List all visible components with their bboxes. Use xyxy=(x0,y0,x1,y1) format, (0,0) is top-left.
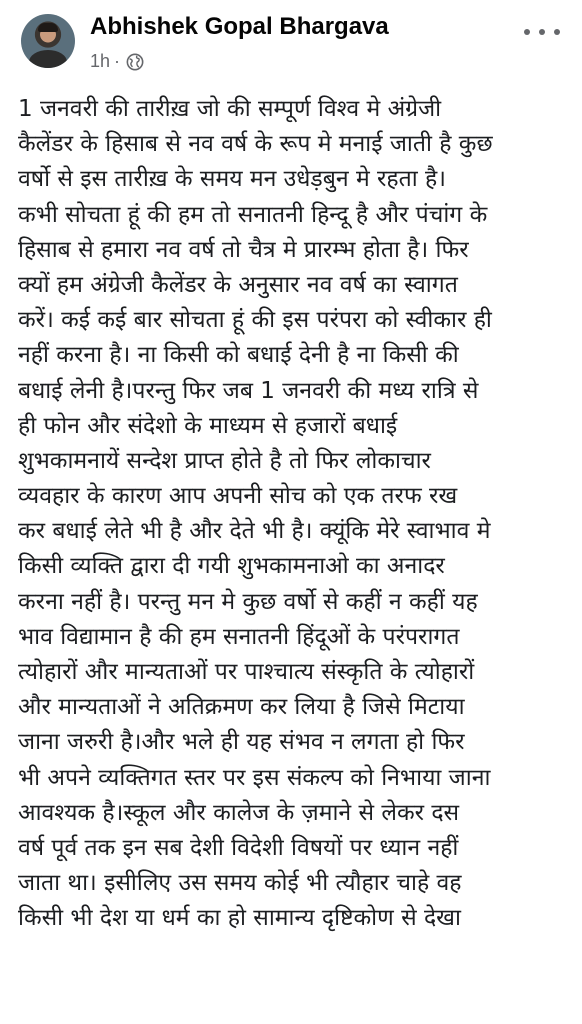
post-text-line: क्यों हम अंग्रेजी कैलेंडर के अनुसार नव वर्ष का स्वागत xyxy=(18,271,458,298)
post-header xyxy=(0,0,582,88)
more-options-button[interactable] xyxy=(524,20,560,44)
post-time[interactable]: 1h xyxy=(90,51,111,71)
post-text xyxy=(18,92,568,937)
avatar-shirt xyxy=(29,50,67,68)
post-text-line: ही फोन और संदेशो के माध्यम से हजारों बधाई xyxy=(18,412,398,439)
post-meta xyxy=(90,51,144,72)
more-options-icon xyxy=(524,29,530,35)
author-name[interactable]: Abhishek Gopal Bhargava xyxy=(90,13,389,40)
author-avatar[interactable] xyxy=(21,14,75,68)
post-text-line: आवश्यक है।स्कूल और कालेज के ज़माने से लेकर दस xyxy=(18,799,460,826)
globe-icon[interactable] xyxy=(126,53,144,71)
post-text-line: कभी सोचता हूं की हम तो सनातनी हिन्दू है और पंचांग के xyxy=(18,201,488,228)
more-options-icon-dot xyxy=(539,29,545,35)
post-text-line: भी अपने व्यक्तिगत स्तर पर इस संकल्प को निभाया जाना xyxy=(18,764,491,791)
post-text-line: करें। कई कई बार सोचता हूं की इस परंपरा को स्वीकार ही xyxy=(18,307,492,334)
post-text-line: बधाई लेनी है।परन्तु फिर जब 1 जनवरी की मध्य रात्रि से xyxy=(18,377,479,404)
more-options-icon-dot xyxy=(554,29,560,35)
post-text-line: किसी भी देश या धर्म का हो सामान्य दृष्टिकोण से देखा xyxy=(18,905,461,932)
post-text-line: कर बधाई लेते भी है और देते भी है। क्यूंकि मेरे स्वाभाव मे xyxy=(18,518,491,545)
post-text-line: भाव विद्यामान है की हम सनातनी हिंदूओं के परंपरागत xyxy=(18,623,460,650)
post-text-line: वर्ष पूर्व तक इन सब देशी विदेशी विषयों पर ध्यान नहीं xyxy=(18,834,459,861)
post-text-line: त्योहारों और मान्यताओं पर पाश्चात्य संस्कृति के त्योहारों xyxy=(18,659,475,685)
post-text-line: शुभकामनायें सन्देश प्राप्त होते है तो फिर लोकाचार xyxy=(18,447,431,474)
post-text-line: जाना जरुरी है।और भले ही यह संभव न लगता हो फिर xyxy=(18,729,465,756)
post-text-line: 1 जनवरी की तारीख़ जो की सम्पूर्ण विश्व मे अंग्रेजी xyxy=(18,96,442,122)
post-text-line: वर्षो से इस तारीख़ के समय मन उधेड़बुन मे रहता है। xyxy=(18,166,446,193)
post-text-line: और मान्यताओं ने अतिक्रमण कर लिया है जिसे मिटाया xyxy=(18,694,465,721)
post-text-line: व्यवहार के कारण आप अपनी सोच को एक तरफ रख xyxy=(18,483,458,510)
post-text-line: जाता था। इसीलिए उस समय कोई भी त्यौहार चाहे वह xyxy=(18,870,462,897)
post-text-line: हिसाब से हमारा नव वर्ष तो चैत्र मे प्रारम्भ होता है। फिर xyxy=(18,236,469,263)
post-text-line: करना नहीं है। परन्तु मन मे कुछ वर्षो से कहीं न कहीं यह xyxy=(18,588,478,615)
post-text-line: कैलेंडर के हिसाब से नव वर्ष के रूप मे मनाई जाती है कुछ xyxy=(18,131,493,158)
post-text-line: नहीं करना है। ना किसी को बधाई देनी है ना किसी की xyxy=(18,342,459,369)
meta-separator: · xyxy=(114,51,121,71)
avatar-hair xyxy=(38,23,58,32)
post-text-line: किसी व्यक्ति द्वारा दी गयी शुभकामनाओ का अनादर xyxy=(18,553,445,580)
